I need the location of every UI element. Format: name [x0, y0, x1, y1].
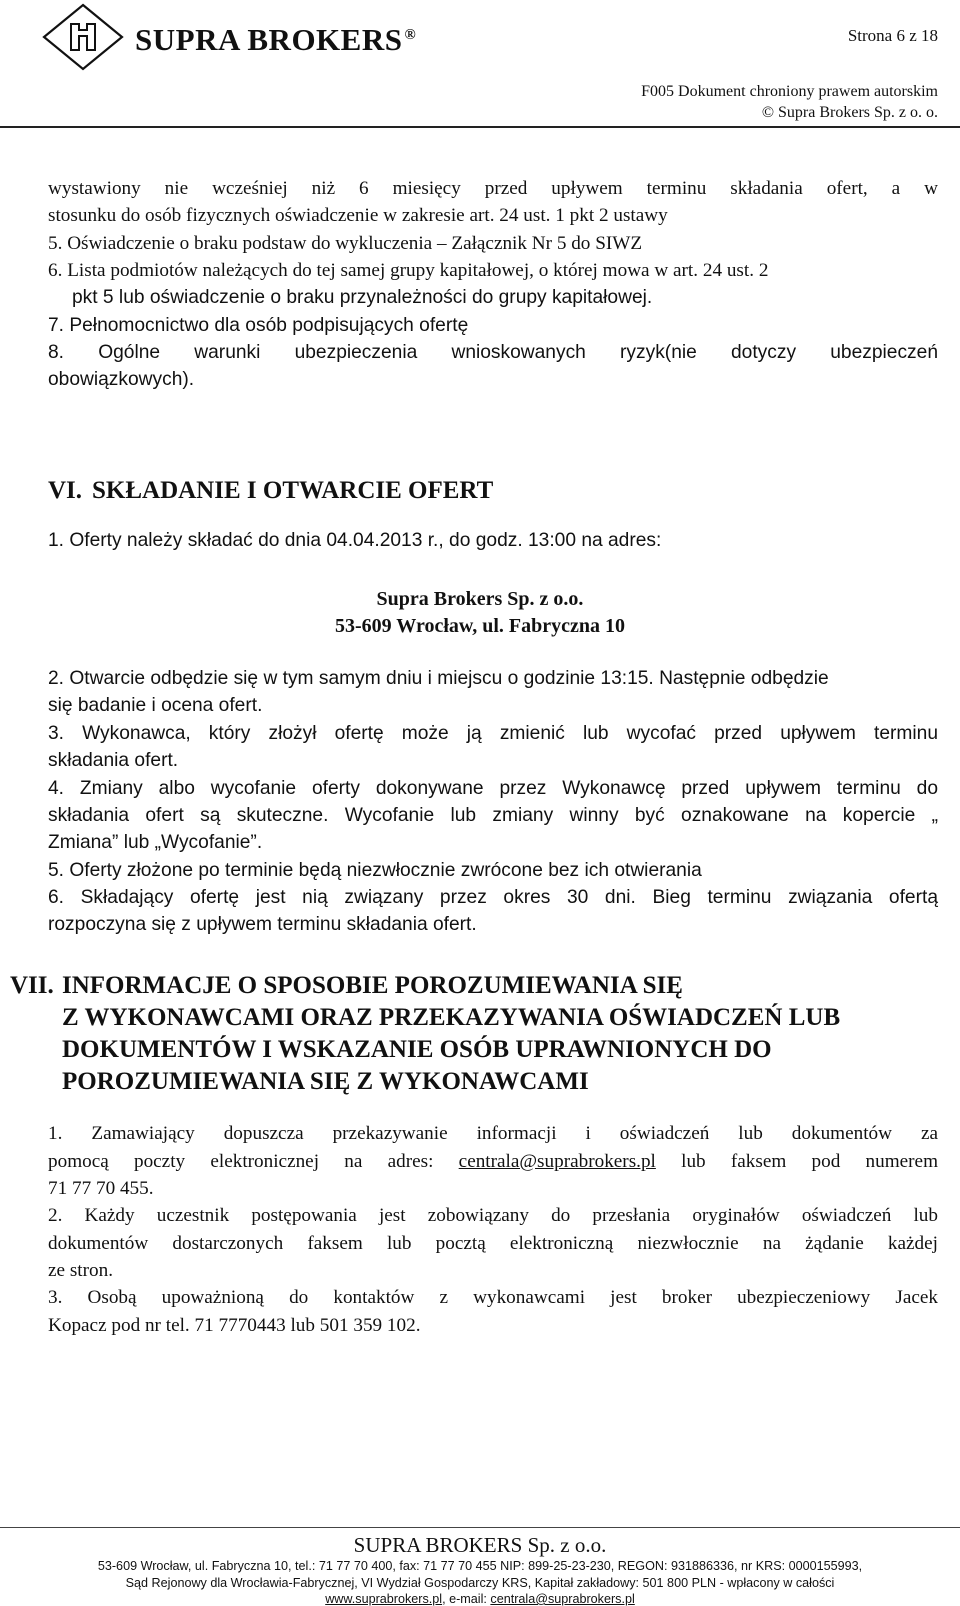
section-6-item-3-line-2: składania ofert.: [48, 750, 179, 771]
section-6-item-6-line-1: 6. Składający ofertę jest nią związany przez okres 30 dni. Bieg terminu związania ofertą: [48, 887, 938, 908]
footer-divider: [0, 1527, 960, 1528]
section-6-item-2-line-1: 2. Otwarcie odbędzie się w tym samym dniu i miejscu o godzinie 13:15. Następnie odbędzie: [48, 668, 829, 689]
footer-address-line: 53-609 Wrocław, ul. Fabryczna 10, tel.: 71 77 70 400, fax: 71 77 70 455 NIP: 899-25-23-230, REGON: 931886336, nr KRS: 0000155993,: [97, 1559, 863, 1573]
section-7-item-1-line-1: 1. Zamawiający dopuszcza przekazywanie informacji i oświadczeń lub dokumentów za: [48, 1123, 938, 1144]
list-item-5: 5. Oświadczenie o braku podstaw do wykluczenia – Załącznik Nr 5 do SIWZ: [48, 233, 643, 254]
section-7-number: VII.: [10, 972, 54, 999]
section-7-item-1-line-2: pomocą poczty elektronicznej na adres: centrala@suprabrokers.pl lub faksem pod numerem: [48, 1151, 939, 1172]
list-item-7: 7. Pełnomocnictwo dla osób podpisujących ofertę: [48, 315, 469, 336]
section-6-item-1: 1. Oferty należy składać do dnia 04.04.2013 r., do godz. 13:00 na adres:: [48, 530, 662, 551]
footer-website-link[interactable]: www.suprabrokers.pl: [325, 1592, 443, 1606]
section-6-title: SKŁADANIE I OTWARCIE OFERT: [92, 477, 494, 504]
page-indicator: Strona 6 z 18: [847, 26, 938, 45]
supra-brokers-logo-icon: [40, 2, 126, 72]
section-7-item-2-line-3: ze stron.: [48, 1260, 114, 1281]
section-6-item-4-line-2: składania ofert są skuteczne. Wycofanie lub zmiany winny być oznakowane na kopercie „: [48, 805, 938, 826]
list-item-8-line-1: 8. Ogólne warunki ubezpieczenia wnioskowanych ryzyk(nie dotyczy ubezpieczeń: [48, 342, 938, 363]
section-7-item-2-line-1: 2. Każdy uczestnik postępowania jest zobowiązany do przesłania oryginałów oświadczeń lub: [48, 1205, 938, 1226]
brand-name: SUPRA BROKERS ®: [135, 22, 417, 57]
section-6-number: VI.: [48, 477, 83, 504]
list-item-6-line-2: pkt 5 lub oświadczenie o braku przynależności do grupy kapitałowej.: [72, 287, 653, 308]
registered-mark: ®: [404, 26, 417, 43]
section-7-title-line-2: Z WYKONAWCAMI ORAZ PRZEKAZYWANIA OŚWIADCZEŃ LUB: [62, 1004, 841, 1031]
section-7-title-line-4: POROZUMIEWANIA SIĘ Z WYKONAWCAMI: [62, 1068, 589, 1095]
address-company: Supra Brokers Sp. z o.o.: [376, 588, 584, 610]
copyright-notice: © Supra Brokers Sp. z o. o.: [761, 104, 938, 121]
contact-email-link[interactable]: centrala@suprabrokers.pl: [458, 1151, 656, 1172]
section-6-item-4-line-1: 4. Zmiany albo wycofanie oferty dokonywane przez Wykonawcę przed upływem terminu do: [48, 778, 938, 799]
list-item-8-line-2: obowiązkowych).: [48, 369, 195, 390]
section-7-title-line-1: INFORMACJE O SPOSOBIE POROZUMIEWANIA SIĘ: [62, 972, 683, 999]
section-7-item-2-line-2: dokumentów dostarczonych faksem lub pocztą elektroniczną niezwłocznie na żądanie każdej: [48, 1233, 938, 1254]
section-6-item-2-line-2: się badanie i ocena ofert.: [48, 695, 263, 716]
section-6-item-6-line-2: rozpoczyna się z upływem terminu składania ofert.: [48, 914, 477, 935]
continuation-line-2: stosunku do osób fizycznych oświadczenie w zakresie art. 24 ust. 1 pkt 2 ustawy: [48, 205, 668, 226]
header-divider: [0, 126, 960, 128]
footer-contact-line: www.suprabrokers.pl, e-mail: centrala@suprabrokers.pl: [325, 1592, 635, 1606]
address-street: 53-609 Wrocław, ul. Fabryczna 10: [335, 615, 625, 637]
footer-company: SUPRA BROKERS Sp. z o.o.: [353, 1533, 607, 1557]
footer-registry-line: Sąd Rejonowy dla Wrocławia-Fabrycznej, VI Wydział Gospodarczy KRS, Kapitał zakładowy: 501 800 PLN - wpłacony w całości: [125, 1576, 835, 1590]
section-6-item-3-line-1: 3. Wykonawca, który złożył ofertę może ją zmienić lub wycofać przed upływem terminu: [48, 723, 938, 744]
section-7-item-3-line-2: Kopacz pod nr tel. 71 7770443 lub 501 359 102.: [48, 1315, 421, 1336]
section-7-title-line-3: DOKUMENTÓW I WSKAZANIE OSÓB UPRAWNIONYCH DO: [62, 1036, 772, 1063]
document-notice: F005 Dokument chroniony prawem autorskim: [641, 83, 938, 100]
section-7-item-3-line-1: 3. Osobą upoważnioną do kontaktów z wykonawcami jest broker ubezpieczeniowy Jacek: [48, 1287, 938, 1308]
section-6-item-5: 5. Oferty złożone po terminie będą niezwłocznie zwrócone bez ich otwierania: [48, 860, 702, 881]
list-item-6-line-1: 6. Lista podmiotów należących do tej samej grupy kapitałowej, o której mowa w art. 24 ust. 2: [48, 260, 769, 281]
continuation-line-1: wystawiony nie wcześniej niż 6 miesięcy przed upływem terminu składania ofert, a w: [48, 178, 938, 199]
section-7-item-1-line-3: 71 77 70 455.: [48, 1178, 154, 1199]
footer-email-link[interactable]: centrala@suprabrokers.pl: [490, 1592, 635, 1606]
section-6-item-4-line-3: Zmiana” lub „Wycofanie”.: [48, 832, 263, 853]
